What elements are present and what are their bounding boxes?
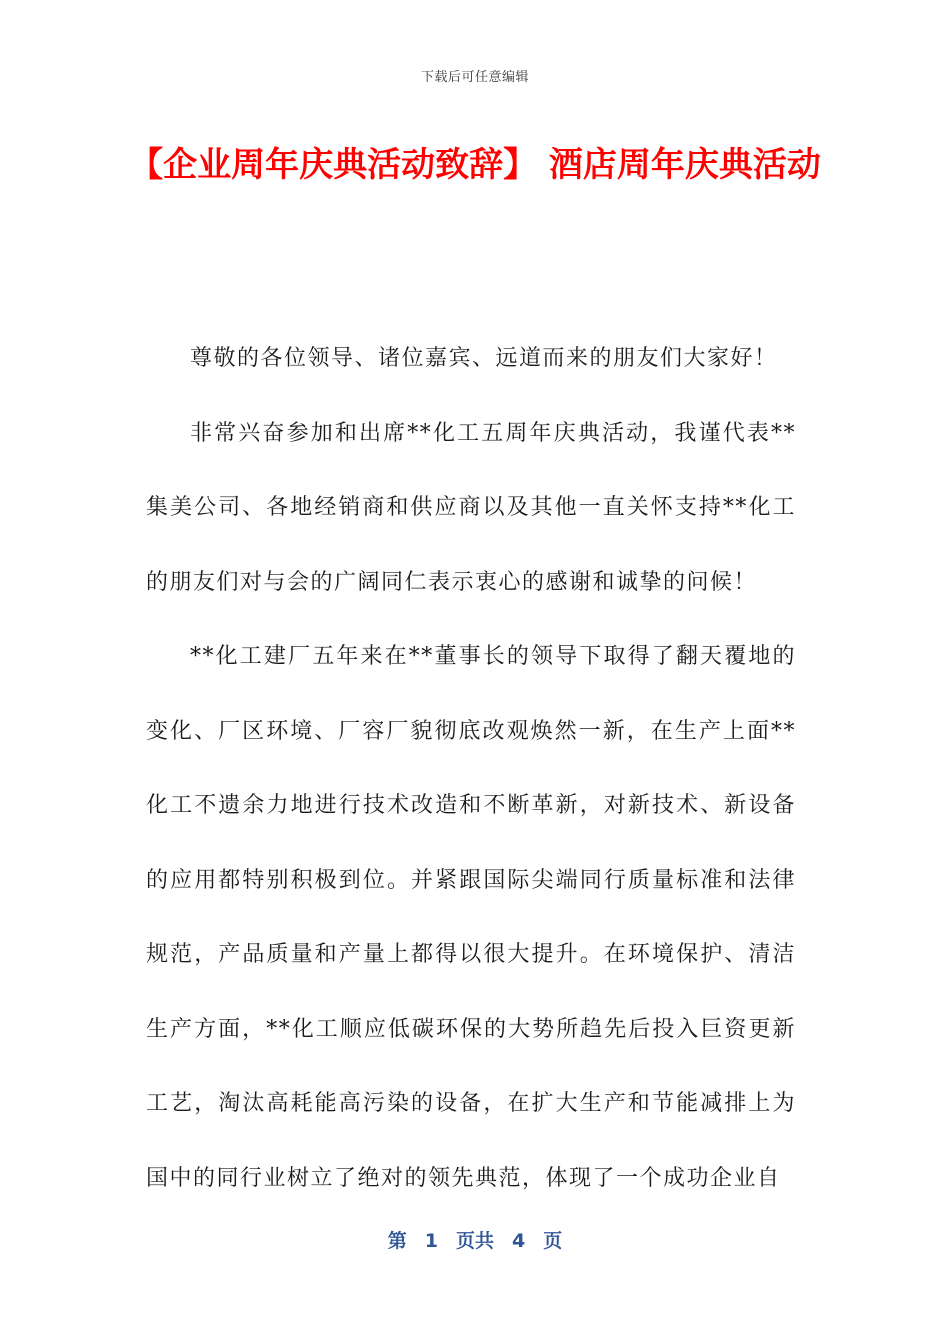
page-footer xyxy=(0,1226,950,1253)
footer-page-prefix: 第 xyxy=(387,1230,407,1252)
header-note: 下载后可任意编辑 xyxy=(420,70,529,85)
paragraph-achievements: **化工建厂五年来在**董事长的领导下取得了翻天覆地的变化、厂区环境、厂容厂貌彻底改观焕然一新，在生产上面**化工不遗余力地进行技术改造和不断革新，对新技术、新设备的应用都特别积极到位。并紧跟国际尖端同行质量标准和法律规范，产品质量和产量上都得以很大提升。在环境保护、清洁生产方面，**化工顺应低碳环保的大势所趋先后投入巨资更新工艺，淘汰高耗能高污染的设备，在扩大生产和节能减排上为国中的同行业树立了绝对的领先典范，体现了一个成功企业自 xyxy=(146,644,796,1191)
footer-page-suffix: 页 xyxy=(543,1230,563,1252)
document-title: 【企业周年庆典活动致辞】 酒店周年庆典活动 xyxy=(129,145,821,185)
paragraph-opening: 非常兴奋参加和出席**化工五周年庆典活动，我谨代表**集美公司、各地经销商和供应商以及其他一直关怀支持**化工的朋友们对与会的广阔同仁表示衷心的感谢和诚挚的问候！ xyxy=(146,420,796,595)
footer-page-number: 1 xyxy=(424,1230,438,1252)
footer-page-middle: 页共 xyxy=(455,1230,494,1252)
document-body xyxy=(146,322,796,1216)
footer-page-total: 4 xyxy=(512,1230,526,1252)
paragraph-greeting: 尊敬的各位领导、诸位嘉宾、远道而来的朋友们大家好！ xyxy=(190,346,778,371)
